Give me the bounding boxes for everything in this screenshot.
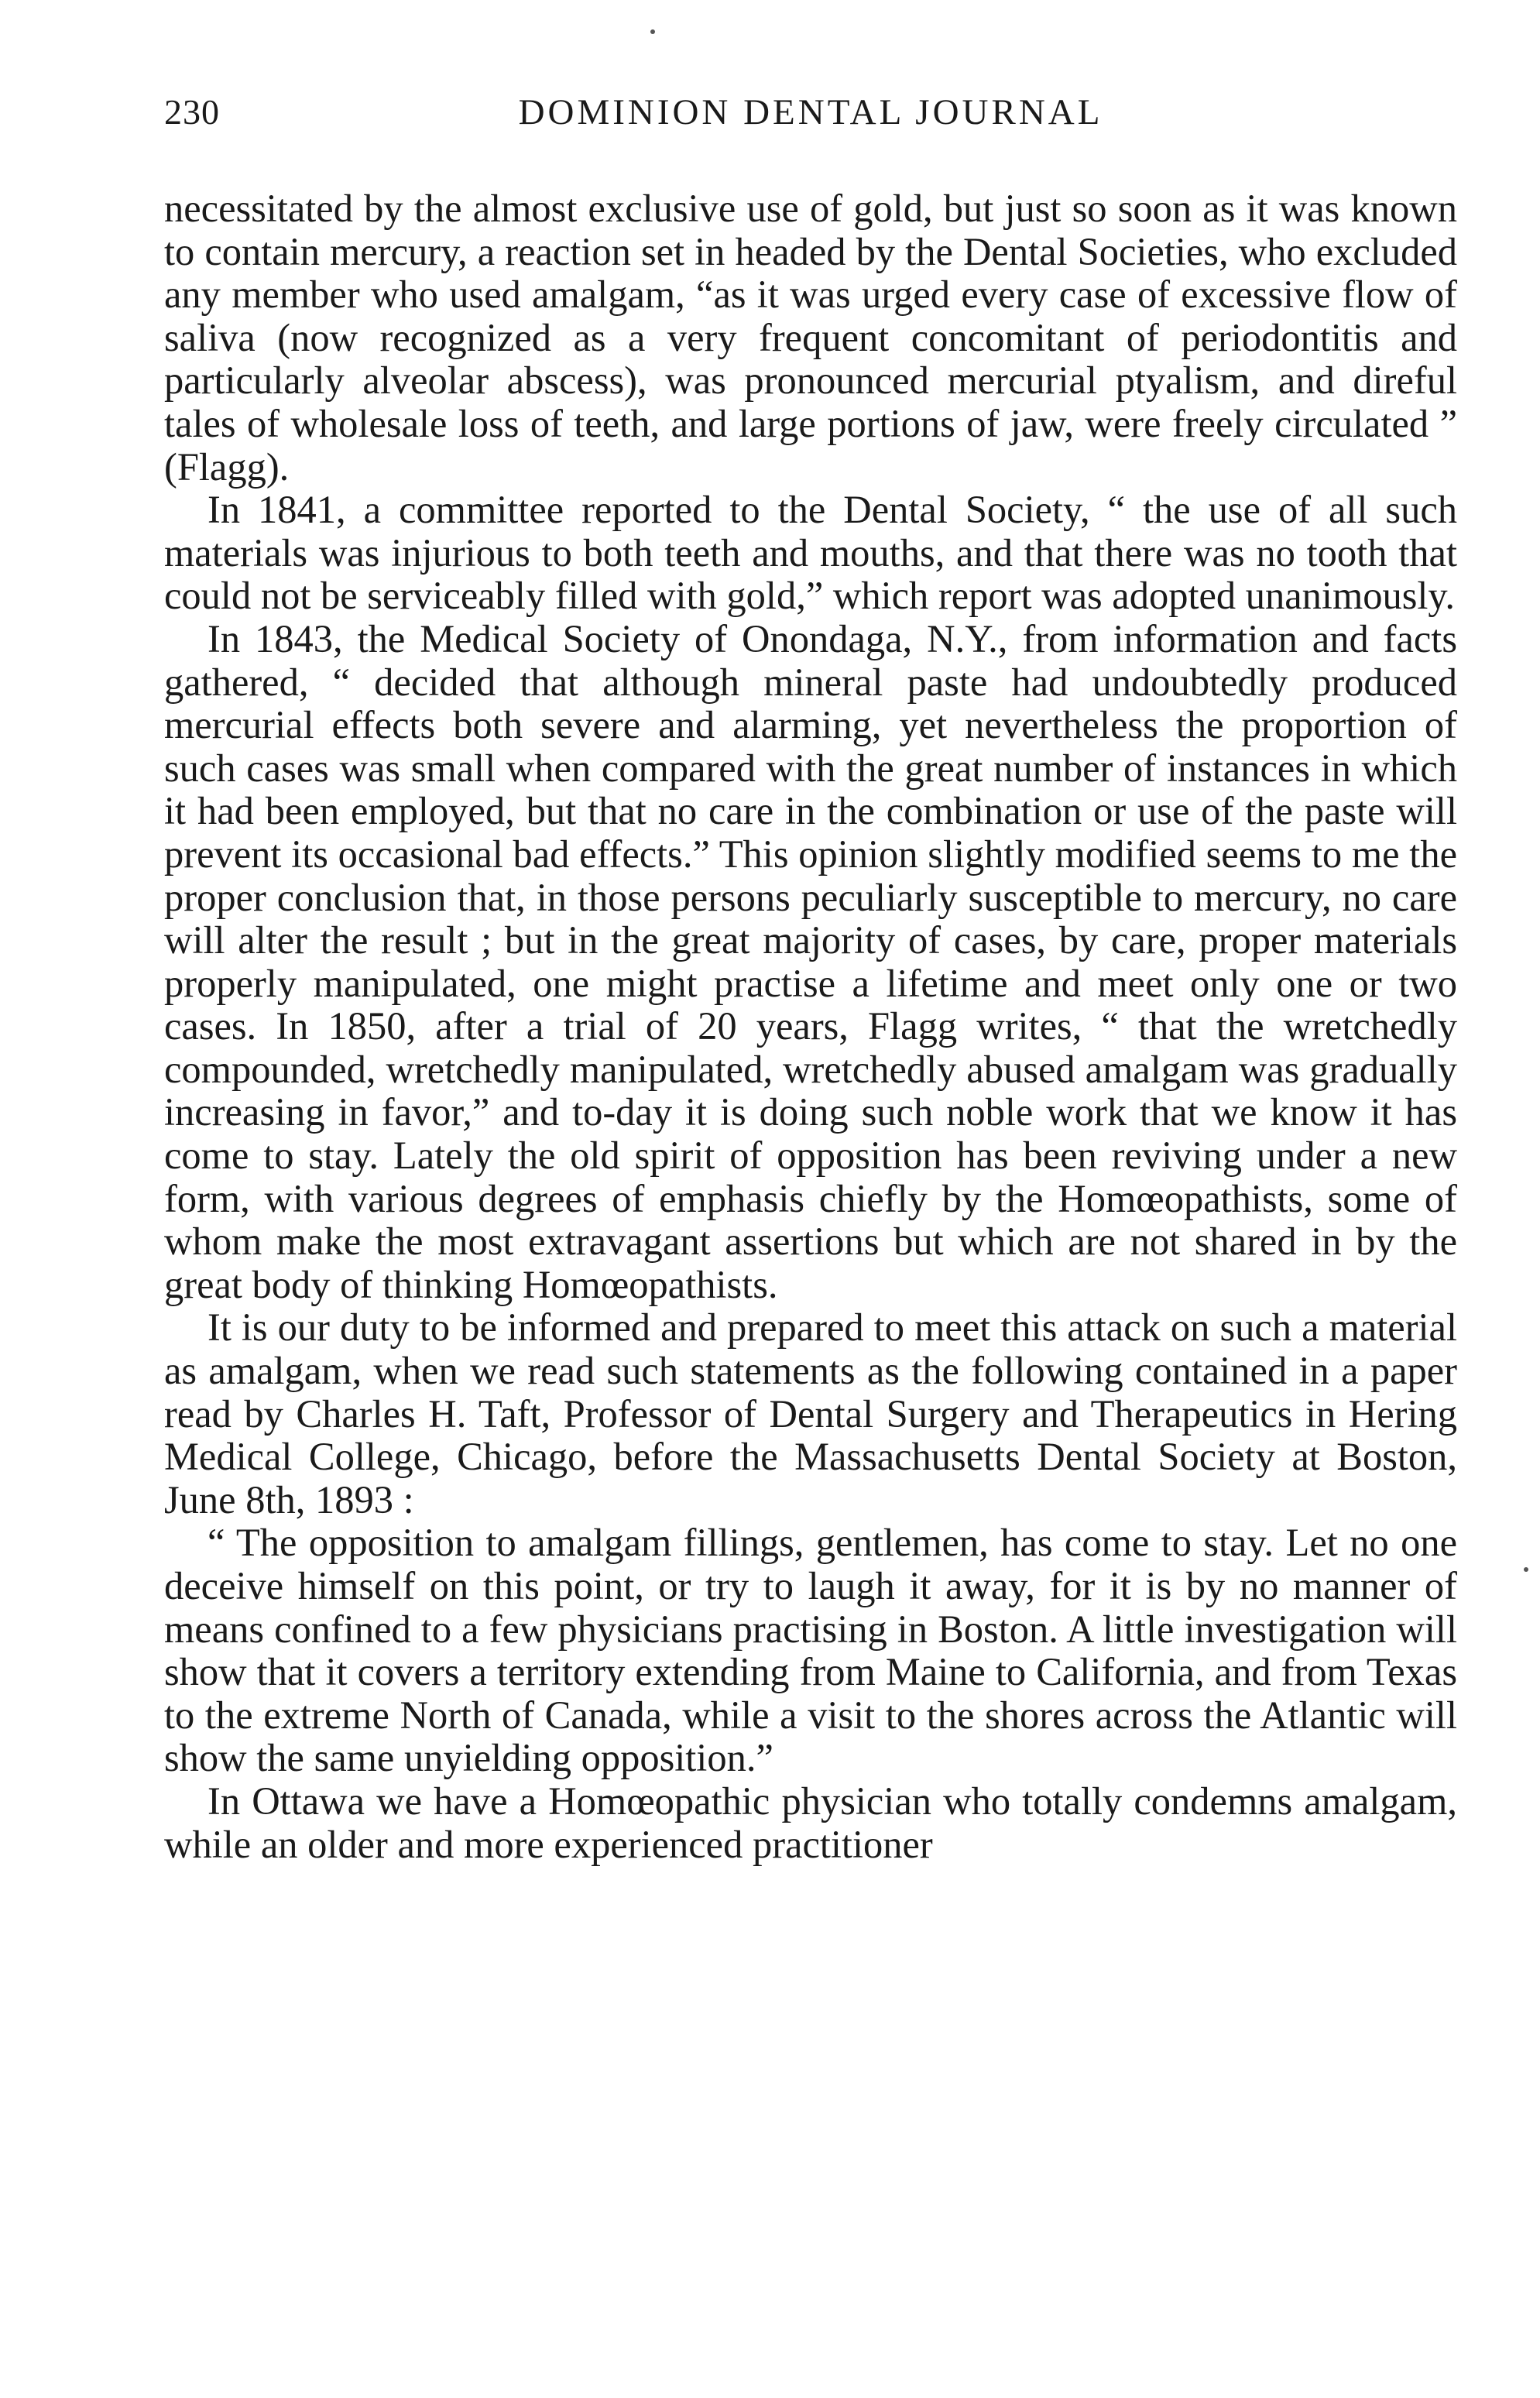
paragraph-continued: necessitated by the almost exclusive use of gold, but just so soon as it was known to contain mercury, a reaction set in headed by the Dental Societies, who excluded any member who used amalgam, “as it was urged every case of excessive flow of saliva (now recognized as a very frequent concomitant of periodontitis and particularly alveolar abscess), was pronounced mercurial ptyalism, and direful tales of wholesale loss of teeth, and large portions of jaw, were freely circulated ” (Flagg).: [164, 187, 1457, 489]
paragraph: In Ottawa we have a Homœopathic physician who totally condemns amalgam, while an older and more experienced practitioner: [164, 1779, 1457, 1866]
scan-speck: [1524, 1567, 1528, 1572]
scan-speck: [650, 29, 655, 34]
page-header: [164, 91, 1457, 146]
paragraph: In 1843, the Medical Society of Onondaga, N.Y., from information and facts gathered, “ decided that although mineral paste had undoubtedly produced mercurial effects both severe and alarming, yet nevertheless the proportion of such cases was small when compared with the great number of instances in which it had been employed, but that no care in the combination or use of the paste will prevent its occasional bad effects.” This opinion slightly modified seems to me the proper conclusion that, in those persons peculiarly susceptible to mercury, no care will alter the result ; but in the great majority of cases, by care, proper materials properly manipulated, one might practise a lifetime and meet only one or two cases. In 1850, after a trial of 20 years, Flagg writes, “ that the wretchedly compounded, wretchedly manipulated, wretchedly abused amalgam was gradually increasing in favor,” and to-day it is doing such noble work that we know it has come to stay. Lately the old spirit of opposition has been reviving under a new form, with various degrees of emphasis chiefly by the Homœopathists, some of whom make the most extravagant assertions but which are not shared in by the great body of thinking Homœopathists.: [164, 616, 1457, 1306]
article-body: [164, 187, 1457, 1866]
running-head: DOMINION DENTAL JOURNAL: [518, 92, 1103, 132]
paragraph: It is our duty to be informed and prepared to meet this attack on such a material as amalgam, when we read such statements as the following contained in a paper read by Charles H. Taft, Professor of Dental Surgery and Therapeutics in Hering Medical College, Chicago, before the Massachusetts Dental Society at Boston, June 8th, 1893 :: [164, 1305, 1457, 1521]
quotation-paragraph: “ The opposition to amalgam fillings, gentlemen, has come to stay. Let no one deceive himself on this point, or try to laugh it away, for it is by no manner of means confined to a few physicians practising in Boston. A little investigation will show that it covers a territory extending from Maine to California, and from Texas to the extreme North of Canada, while a visit to the shores across the Atlantic will show the same unyielding opposition.”: [164, 1521, 1457, 1780]
paragraph: In 1841, a committee reported to the Dental Society, “ the use of all such materials was injurious to both teeth and mouths, and that there was no tooth that could not be serviceably filled with gold,” which report was adopted unanimously.: [164, 488, 1457, 618]
page-number: 230: [164, 92, 220, 132]
